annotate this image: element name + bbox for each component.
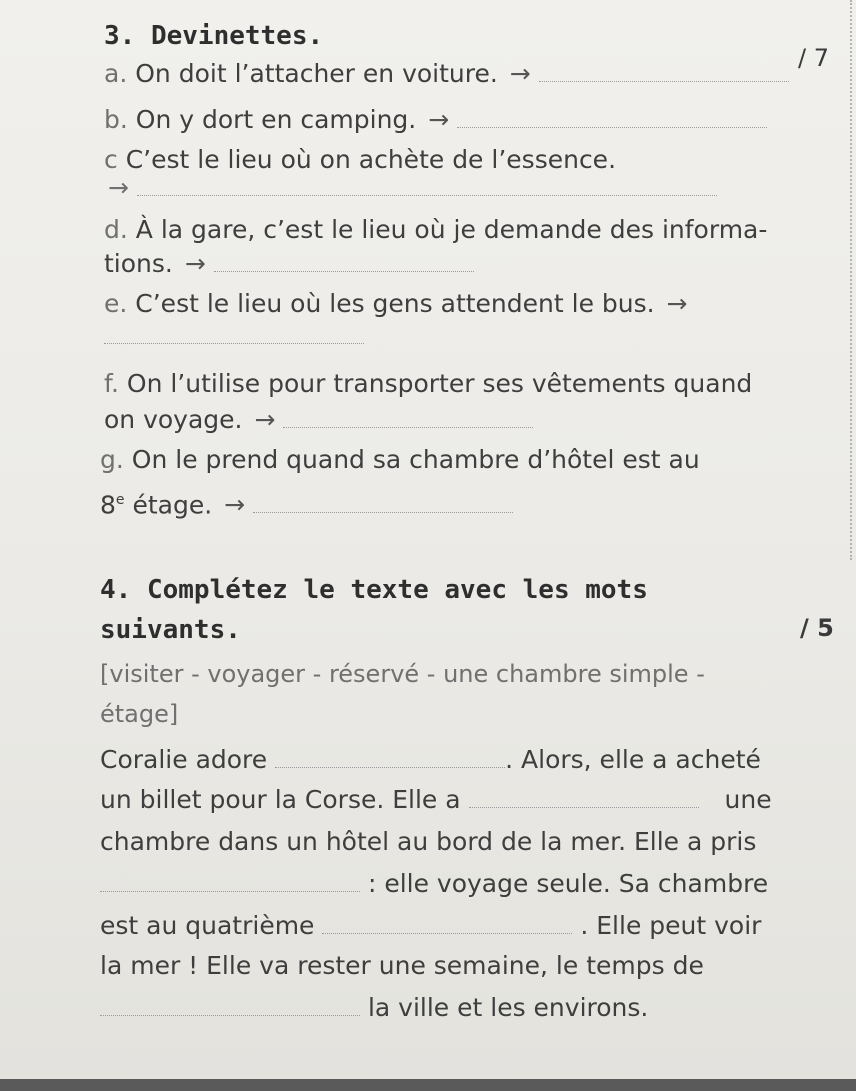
riddle-a-text: On doit l’attacher en voiture. xyxy=(135,59,498,88)
page-bottom-shadow xyxy=(0,1079,856,1091)
riddle-a-letter: a. xyxy=(104,59,128,88)
section4-title-line1: 4. Complétez le texte avec les mots xyxy=(100,575,648,605)
riddle-e-answer-blank[interactable] xyxy=(104,321,364,344)
riddle-e-text: C’est le lieu où les gens attendent le bus. xyxy=(135,289,655,318)
section4-score: / 5 xyxy=(800,614,834,642)
riddle-a-arrow: → xyxy=(509,59,531,88)
riddle-f-text2: on voyage. xyxy=(104,405,243,434)
riddle-e xyxy=(104,288,688,320)
section3-score: / 7 xyxy=(798,44,829,72)
riddle-d-text2: tions. xyxy=(104,249,173,278)
cloze-line-1 xyxy=(100,744,761,776)
riddle-e-arrow: → xyxy=(666,289,688,318)
cloze-text-1a: Coralie adore xyxy=(100,745,268,774)
cloze-line-7 xyxy=(100,992,648,1024)
riddle-g-superscript: e xyxy=(115,492,125,508)
cloze-blank-1[interactable] xyxy=(275,745,505,768)
riddle-d xyxy=(104,214,767,246)
page-border-dots xyxy=(850,0,852,560)
riddle-f-line2 xyxy=(104,404,533,436)
riddle-g-text: On le prend quand sa chambre d’hôtel est au xyxy=(131,445,700,474)
riddle-f-letter: f. xyxy=(104,369,119,398)
riddle-b-arrow: → xyxy=(428,105,450,134)
cloze-text-4: : elle voyage seule. Sa chambre xyxy=(367,869,769,898)
cloze-text-3: chambre dans un hôtel au bord de la mer. Elle a pris xyxy=(100,827,757,856)
riddle-c-answer-line xyxy=(104,172,717,204)
cloze-line-6 xyxy=(100,950,704,982)
riddle-g-answer-blank[interactable] xyxy=(253,490,513,513)
riddle-d-line2 xyxy=(104,248,474,280)
cloze-line-5 xyxy=(100,910,761,942)
riddle-c-letter: c xyxy=(104,145,118,174)
cloze-text-6: la mer ! Elle va rester une semaine, le temps de xyxy=(100,951,704,980)
riddle-f xyxy=(104,368,752,400)
riddle-g-letter: g. xyxy=(100,445,124,474)
cloze-text-7: la ville et les environs. xyxy=(367,993,649,1022)
cloze-line-4 xyxy=(100,868,768,900)
riddle-b-text: On y dort en camping. xyxy=(135,105,417,134)
riddle-g-arrow: → xyxy=(224,490,246,520)
cloze-text-1b: . Alors, elle a acheté xyxy=(505,745,761,774)
cloze-line-3 xyxy=(100,826,756,858)
section4-title-line2: suivants. xyxy=(100,615,241,645)
riddle-g-text2: 8 xyxy=(100,490,116,520)
riddle-e-answer-line xyxy=(104,320,364,352)
riddle-d-answer-blank[interactable] xyxy=(214,249,474,272)
riddle-a-answer-blank[interactable] xyxy=(539,59,789,82)
riddle-a xyxy=(104,58,789,90)
cloze-text-5b: . Elle peut voir xyxy=(580,911,762,940)
riddle-d-text: À la gare, c’est le lieu où je demande des informa- xyxy=(135,215,768,244)
riddle-f-text: On l’utilise pour transporter ses vêtements quand xyxy=(126,369,753,398)
cloze-text-2a: un billet pour la Corse. Elle a xyxy=(100,785,461,814)
cloze-blank-2[interactable] xyxy=(469,785,699,808)
cloze-text-2b: une xyxy=(724,785,772,814)
riddle-b xyxy=(104,104,767,136)
riddle-c-text: C’est le lieu où on achète de l’essence. xyxy=(125,145,617,174)
riddle-b-answer-blank[interactable] xyxy=(457,105,767,128)
riddle-c-answer-blank[interactable] xyxy=(137,173,717,196)
cloze-line-2 xyxy=(100,784,772,816)
riddle-d-arrow: → xyxy=(184,249,206,278)
riddle-d-letter: d. xyxy=(104,215,128,244)
cloze-text-5a: est au quatrième xyxy=(100,911,315,940)
cloze-blank-3[interactable] xyxy=(100,869,360,892)
riddle-g-line2 xyxy=(100,484,513,521)
word-bank-line2: étage] xyxy=(100,700,179,728)
cloze-blank-4[interactable] xyxy=(322,911,572,934)
riddle-f-answer-blank[interactable] xyxy=(283,405,533,428)
riddle-f-arrow: → xyxy=(254,405,276,434)
riddle-c-arrow: → xyxy=(108,173,129,202)
cloze-blank-5[interactable] xyxy=(100,993,360,1016)
riddle-b-letter: b. xyxy=(104,105,128,134)
riddle-g xyxy=(100,444,700,476)
word-bank-line1: [visiter - voyager - réservé - une chambre simple - xyxy=(100,660,705,688)
riddle-g-text3: étage. xyxy=(124,490,213,520)
section3-title: 3. Devinettes. xyxy=(104,21,324,51)
riddle-e-letter: e. xyxy=(104,289,128,318)
